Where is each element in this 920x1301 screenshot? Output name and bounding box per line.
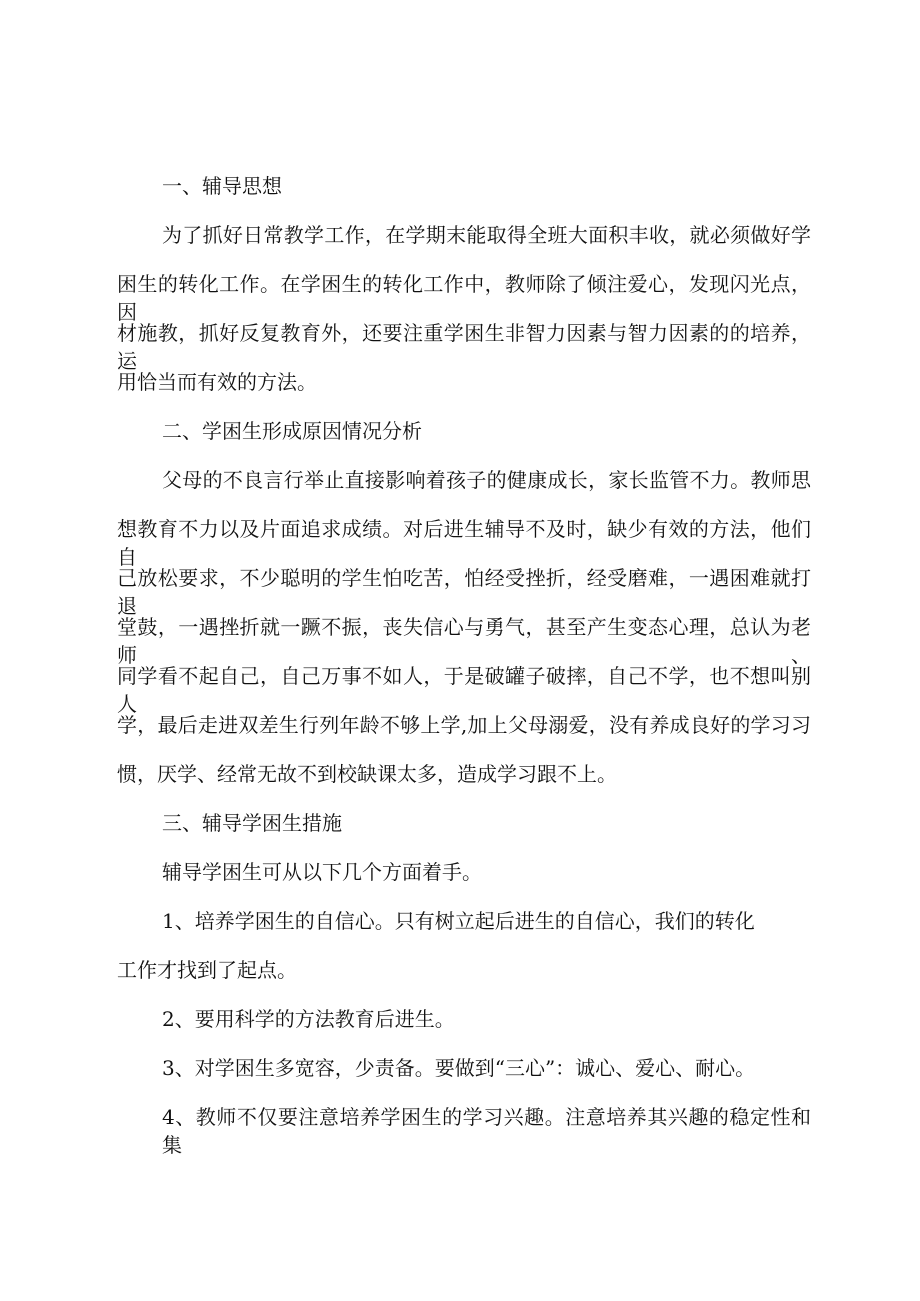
paragraph-line: 困生的转化工作。在学困生的转化工作中，教师除了倾注爱心，发现闪光点，因	[117, 272, 811, 324]
paragraph-line: 父母的不良言行举止直接影响着孩子的健康成长，家长监管不力。教师思	[162, 468, 811, 492]
list-item-1: 1、培养学困生的自信心。只有树立起后进生的自信心，我们的转化	[162, 909, 755, 933]
paragraph-line: 堂鼓，一遇挫折就一蹶不振，丧失信心与勇气，甚至产生变态心理，总认为老师、	[117, 615, 811, 667]
paragraph-line: 材施教，抓好反复教育外，还要注重学困生非智力因素与智力因素的的培养，运	[117, 321, 811, 373]
heading-measures: 三、辅导学困生措施	[162, 811, 342, 835]
paragraph-line: 同学看不起自己，自己万事不如人，于是破罐子破摔，自己不学，也不想叫别人	[117, 664, 811, 716]
paragraph-line: 惯，厌学、经常无故不到校缺课太多，造成学习跟不上。	[117, 762, 617, 786]
list-item-3: 3、对学困生多宽容，少责备。要做到“三心”：诚心、爱心、耐心。	[162, 1056, 756, 1080]
heading-cause-analysis: 二、学困生形成原因情况分析	[162, 419, 422, 443]
list-item-1-continued: 工作才找到了起点。	[117, 958, 297, 982]
list-item-2: 2、要用科学的方法教育后进生。	[162, 1007, 455, 1031]
paragraph-line: 想教育不力以及片面追求成绩。对后进生辅导不及时，缺少有效的方法，他们自	[117, 517, 811, 569]
paragraph-line: 学，最后走进双差生行列年龄不够上学,加上父母溺爱，没有养成良好的学习习	[117, 713, 811, 737]
paragraph-line: 辅导学困生可从以下几个方面着手。	[162, 860, 482, 884]
paragraph-line: 为了抓好日常教学工作，在学期末能取得全班大面积丰收，就必须做好学	[162, 223, 811, 247]
paragraph-line: 己放松要求，不少聪明的学生怕吃苦，怕经受挫折，经受磨难，一遇困难就打退	[117, 566, 811, 618]
heading-guidance-thought: 一、辅导思想	[162, 174, 282, 198]
list-item-4: 4、教师不仅要注意培养学困生的学习兴趣。注意培养其兴趣的稳定性和集	[162, 1105, 811, 1157]
paragraph-line: 用恰当而有效的方法。	[117, 370, 317, 394]
